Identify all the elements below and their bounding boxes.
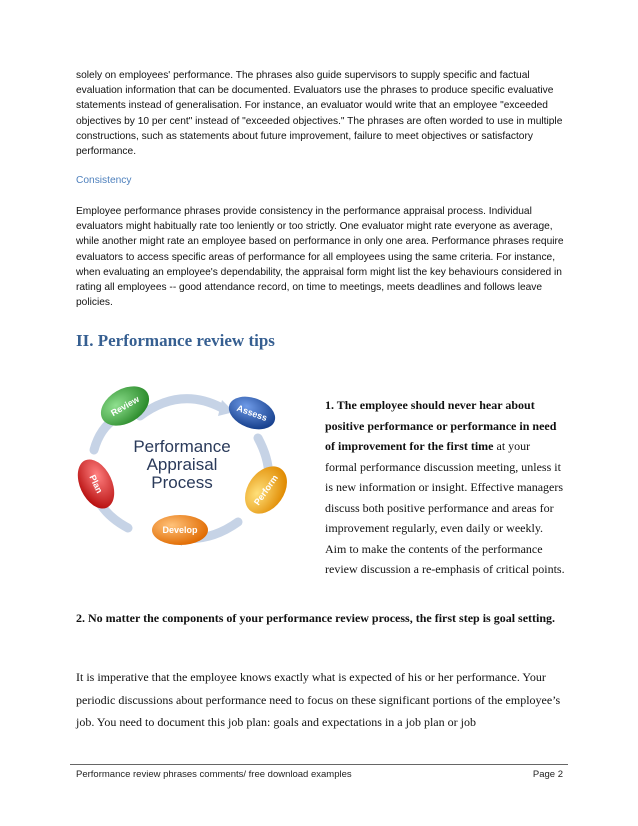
- appraisal-process-diagram: [70, 380, 300, 550]
- section-heading: II. Performance review tips: [76, 331, 275, 350]
- page-number: Page 2: [532, 769, 563, 780]
- diagram-center-line-2: Appraisal: [146, 455, 218, 474]
- consistency-paragraph: Employee performance phrases provide consistency in the performance appraisal process. Individual evaluators might habitually rate too leniently or too strictly. One evaluator might rate everyone as average, while another might rate an employee based on performance in only one area. Performance phrases require evaluators to access specific areas of performance for all employees using the same criteria. For instance, when evaluating an employee's dependability, the appraisal form might list the key behaviours considered in rating all employees -- good attendance record, on time to meetings, meets deadlines and follows leave policies.: [76, 206, 564, 309]
- assess-node-label: Assess: [235, 402, 269, 424]
- perform-node-label: Perform: [252, 472, 280, 508]
- tip-2-paragraph: It is imperative that the employee knows exactly what is expected of his or her performance. Your periodic discussions about performance need to focus on these significant portions of the employee’s job. You need to document this job plan: goals and expectations in a job plan or job: [76, 670, 561, 729]
- diagram-center-line-3: Process: [151, 473, 213, 492]
- tip-1-text: at your formal performance discussion meeting, unless it is new information or insight. Effective managers discuss both positive performance and areas for improvement regularly, even daily or weekly. Aim to make the contents of the performance review discussion a re-emphasis of critical points.: [325, 439, 565, 576]
- review-node-label: Review: [109, 393, 141, 419]
- tip-2-heading: 2. No matter the components of your performance review process, the first step is goal setting.: [76, 611, 556, 625]
- tip-1-bold-lead: 1. The employee should never hear about positive performance or performance in need of improvement for the first time: [325, 398, 557, 453]
- footer-divider: [70, 764, 568, 765]
- tip-1-paragraph: [325, 395, 565, 580]
- diagram-center-line-1: Performance: [133, 437, 231, 456]
- footer-title: Performance review phrases comments/ free download examples: [76, 769, 352, 780]
- plan-node-label: Plan: [87, 473, 105, 495]
- develop-node-label: Develop: [162, 525, 198, 535]
- intro-paragraph: solely on employees' performance. The phrases also guide supervisors to supply specific and factual evaluation information that can be documented. Evaluators use the phrases to produce specific evaluative statements instead of generalisation. For instance, an evaluator would write that an employee "exceeded objectives by 10 per cent" instead of "exceeded objectives." The phrases are often worded to use in multiple constructions, such as statements about future improvement, failure to meet objectives or satisfactory performance.: [76, 70, 563, 158]
- consistency-heading: Consistency: [76, 175, 132, 186]
